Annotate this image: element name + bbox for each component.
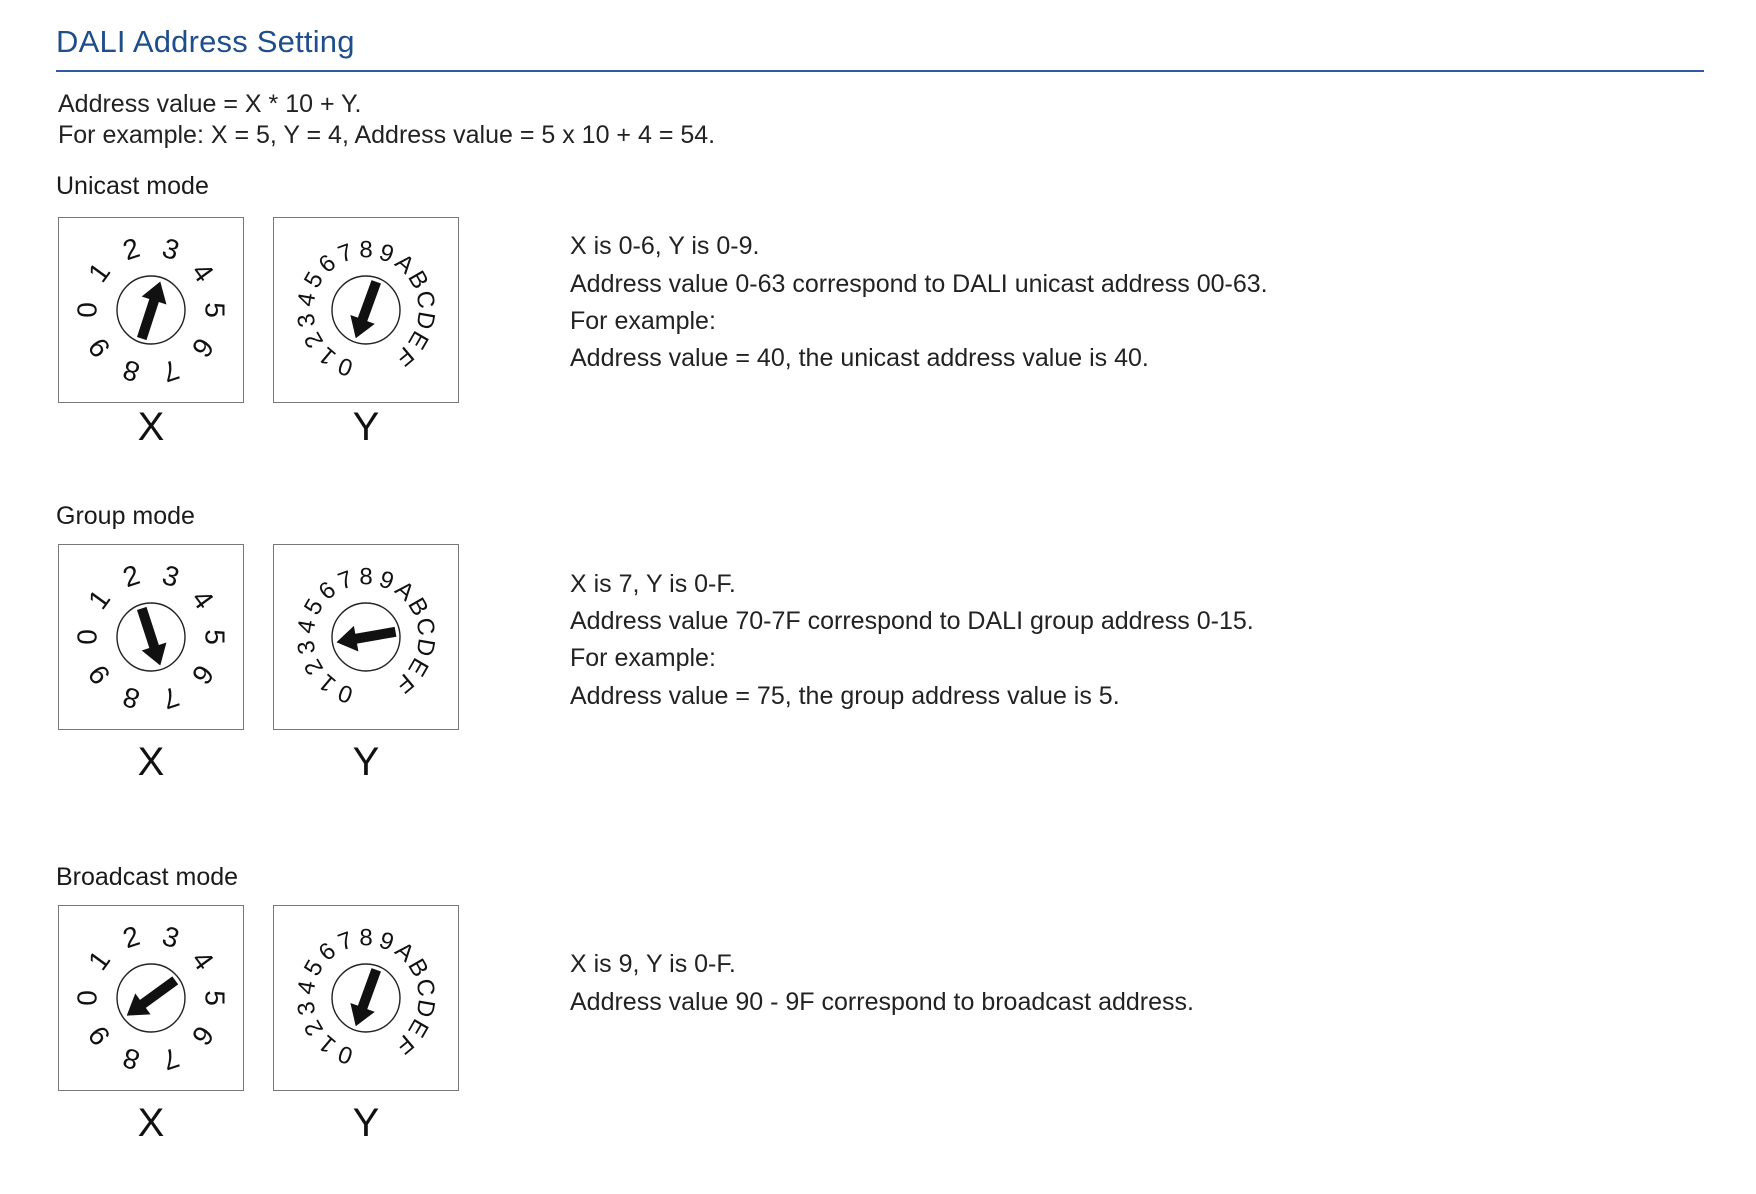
dial-digit: 1 [313, 1029, 342, 1059]
mode-label-broadcast: Broadcast mode [56, 863, 239, 891]
dial-caption-y: Y [352, 740, 380, 784]
dial-digit: 6 [185, 659, 220, 691]
dial-digit: 5 [298, 267, 330, 293]
page-title: DALI Address Setting [56, 24, 355, 59]
dial-digit: 6 [313, 249, 342, 279]
dial-digit: 8 [119, 353, 144, 389]
dial-digit: 4 [185, 583, 220, 615]
dial-digit: 3 [158, 558, 183, 594]
dial-digit: 7 [158, 1041, 183, 1077]
dial-caption-x: X [137, 405, 165, 449]
dial-digit: 8 [359, 563, 373, 591]
rotary-switch-x [58, 544, 244, 730]
dial-digit: 8 [119, 1041, 144, 1077]
dial-digit: 3 [292, 311, 322, 330]
dial-caption-y: Y [352, 405, 380, 449]
unicast-example-heading: For example: [570, 307, 716, 335]
dial-digit: 0 [334, 351, 357, 382]
dial-digit: 6 [185, 1020, 220, 1052]
dial-digit: E [402, 653, 434, 681]
dial-digit: F [390, 667, 419, 699]
dial-digit: 4 [292, 617, 322, 636]
dial-digit: 0 [71, 302, 103, 318]
dial-digit: 7 [334, 238, 357, 269]
dial-digit: 4 [292, 978, 322, 997]
example-line: For example: X = 5, Y = 4, Address value = 5 x 10 + 4 = 54. [58, 121, 716, 149]
dial-graphic [274, 906, 458, 1090]
rotary-switch-y [273, 905, 459, 1091]
dial-digit: D [410, 636, 440, 659]
dial-digit: 1 [82, 583, 117, 615]
unicast-correspond-text: Address value 0-63 correspond to DALI unicast address 00-63. [570, 270, 1268, 298]
dial-digit: 7 [158, 353, 183, 389]
dial-digit: 9 [375, 926, 398, 957]
dial-digit: 9 [82, 1020, 117, 1052]
dial-graphic [59, 218, 243, 402]
dial-digit: 9 [82, 332, 117, 364]
dial-digit: 3 [292, 638, 322, 657]
rotary-switch-y [273, 217, 459, 403]
dial-digit: D [410, 997, 440, 1020]
dial-digit: F [390, 340, 419, 372]
dial-digit: 9 [82, 659, 117, 691]
dial-digit: 1 [313, 341, 342, 371]
dial-digit: 3 [158, 231, 183, 267]
group-correspond-text: Address value 70-7F correspond to DALI group address 0-15. [570, 607, 1254, 635]
dial-digit: 1 [82, 256, 117, 288]
dial-digit: E [402, 326, 434, 354]
dial-digit: 0 [71, 990, 103, 1006]
rotary-switch-x [58, 905, 244, 1091]
unicast-example-text: Address value = 40, the unicast address value is 40. [570, 344, 1149, 372]
dial-digit: E [402, 1014, 434, 1042]
dial-digit: 0 [334, 1039, 357, 1070]
dial-digit: C [410, 615, 440, 638]
dial-digit: 8 [359, 924, 373, 952]
dial-digit: 4 [292, 290, 322, 309]
group-range-text: X is 7, Y is 0-F. [570, 570, 736, 598]
dial-digit: 5 [298, 594, 330, 620]
dial-digit: 7 [334, 926, 357, 957]
dial-digit: 0 [71, 629, 103, 645]
dial-digit: A [389, 248, 420, 280]
dial-digit: C [410, 976, 440, 999]
dial-digit: 1 [82, 944, 117, 976]
dial-digit: 2 [298, 654, 330, 680]
dial-digit: 1 [313, 668, 342, 698]
dial-digit: 5 [298, 955, 330, 981]
dial-digit: 9 [375, 238, 398, 269]
dial-digit: F [390, 1028, 419, 1060]
dial-graphic [274, 545, 458, 729]
dial-caption-x: X [137, 740, 165, 784]
dial-digit: A [389, 936, 420, 968]
title-divider [56, 70, 1704, 72]
dial-digit: 2 [298, 1015, 330, 1041]
dial-digit: 2 [119, 231, 144, 267]
dial-digit: 2 [119, 919, 144, 955]
unicast-range-text: X is 0-6, Y is 0-9. [570, 232, 760, 260]
dial-digit: 7 [334, 565, 357, 596]
dial-graphic [274, 218, 458, 402]
dial-digit: 3 [292, 999, 322, 1018]
dial-digit: B [402, 593, 434, 621]
formula-line: Address value = X * 10 + Y. [58, 90, 362, 118]
dial-digit: 7 [158, 680, 183, 716]
dial-digit: 6 [313, 576, 342, 606]
dial-digit: D [410, 309, 440, 332]
dial-digit: 0 [334, 678, 357, 709]
broadcast-range-text: X is 9, Y is 0-F. [570, 950, 736, 978]
broadcast-correspond-text: Address value 90 - 9F correspond to broadcast address. [570, 988, 1194, 1016]
dial-digit: 6 [185, 332, 220, 364]
dial-digit: 8 [119, 680, 144, 716]
dial-digit: 8 [359, 236, 373, 264]
dial-digit: 5 [199, 990, 231, 1006]
dial-digit: 4 [185, 944, 220, 976]
dial-digit: 4 [185, 256, 220, 288]
dial-digit: 9 [375, 565, 398, 596]
dial-digit: B [402, 954, 434, 982]
dial-digit: 6 [313, 937, 342, 967]
dial-caption-x: X [137, 1101, 165, 1145]
dial-digit: 3 [158, 919, 183, 955]
dial-digit: A [389, 575, 420, 607]
rotary-switch-y [273, 544, 459, 730]
dial-digit: 2 [298, 327, 330, 353]
group-example-text: Address value = 75, the group address value is 5. [570, 682, 1120, 710]
mode-label-group: Group mode [56, 502, 195, 530]
mode-label-unicast: Unicast mode [56, 172, 209, 200]
dial-graphic [59, 545, 243, 729]
dial-caption-y: Y [352, 1101, 380, 1145]
dial-graphic [59, 906, 243, 1090]
rotary-switch-x [58, 217, 244, 403]
dial-digit: 5 [199, 629, 231, 645]
dial-digit: C [410, 288, 440, 311]
dial-digit: 5 [199, 302, 231, 318]
dial-digit: 2 [119, 558, 144, 594]
group-example-heading: For example: [570, 644, 716, 672]
dial-digit: B [402, 266, 434, 294]
